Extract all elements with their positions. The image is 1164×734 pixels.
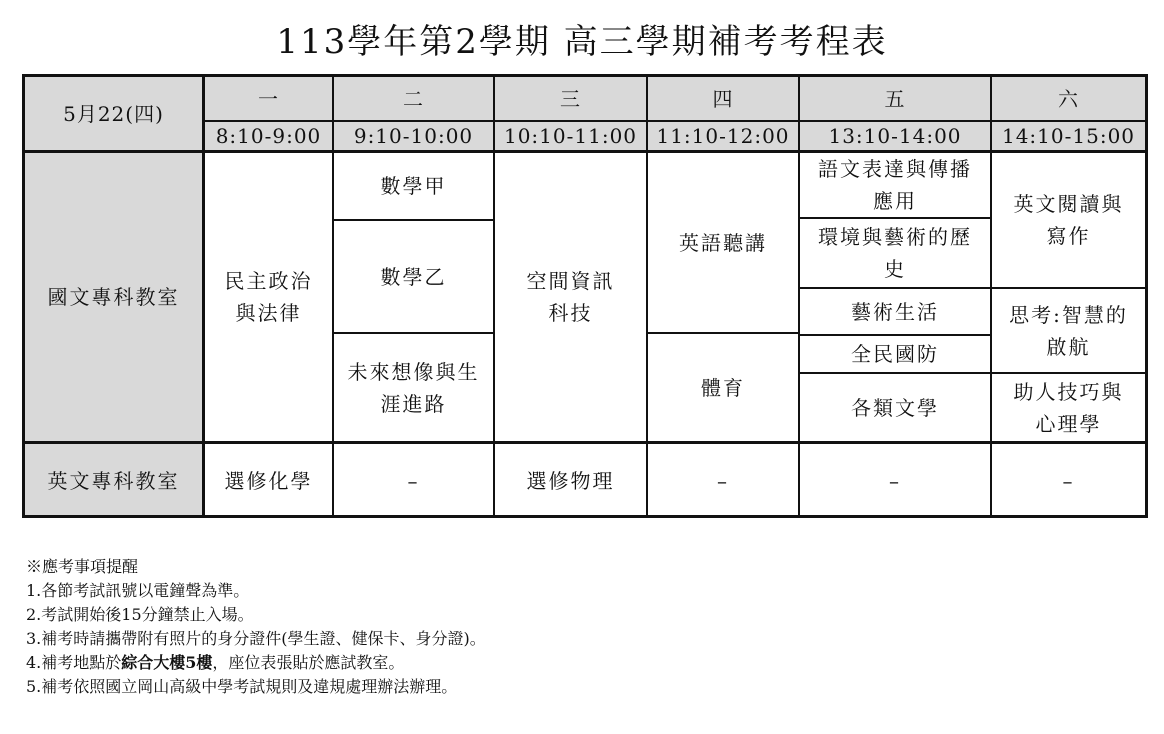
notes-heading: ※應考事項提醒 <box>26 557 139 576</box>
subject-cell: – <box>717 469 729 493</box>
period-number: 三 <box>560 86 581 111</box>
subject-cell: 數學甲 <box>380 174 447 198</box>
subject-cell: 英文閱讀與 寫作 <box>1013 192 1124 248</box>
subject-cell: 選修物理 <box>526 469 615 493</box>
subject-cell: – <box>407 469 420 493</box>
subject-cell: 全民國防 <box>851 342 939 366</box>
note-location-highlight: 綜合大樓5樓 <box>121 653 213 672</box>
date-cell: 5月22(四) <box>63 101 164 126</box>
period-time: 14:10-15:00 <box>1001 124 1136 148</box>
period-time: 9:10-10:00 <box>353 124 474 148</box>
room-chinese-classroom: 國文專科教室 <box>47 285 180 309</box>
subject-cell: 環境與藝術的歷 史 <box>818 225 972 281</box>
period-number: 五 <box>884 86 906 111</box>
note-item: 2.考試開始後15分鐘禁止入場。 <box>26 605 254 624</box>
exam-notes <box>26 555 486 699</box>
period-number: 四 <box>712 86 734 111</box>
subject-cell: 思考:智慧的 啟航 <box>1009 302 1128 359</box>
subject-cell: – <box>1062 469 1075 493</box>
period-number: 一 <box>258 86 279 111</box>
note-item: 1.各節考試訊號以電鐘聲為準。 <box>26 581 250 600</box>
subject-cell: – <box>889 469 901 493</box>
period-time: 13:10-14:00 <box>828 124 962 148</box>
period-time: 8:10-9:00 <box>215 124 322 148</box>
subject-cell: 空間資訊 科技 <box>526 269 615 325</box>
note-item: 5.補考依照國立岡山高級中學考試規則及違規處理辦法辦理。 <box>26 677 458 696</box>
subject-cell: 藝術生活 <box>851 299 939 324</box>
subject-cell: 數學乙 <box>380 264 447 289</box>
page-title: 113學年第2學期 高三學期補考考程表 <box>276 22 888 62</box>
note-item: 3.補考時請攜帶附有照片的身分證件(學生證、健保卡、身分證)。 <box>26 629 486 648</box>
period-number: 二 <box>403 86 424 111</box>
period-time: 11:10-12:00 <box>656 124 790 148</box>
subject-cell: 英語聽講 <box>679 230 767 255</box>
note-item-text: ，座位表張貼於應試教室。 <box>212 653 405 672</box>
subject-cell: 助人技巧與 心理學 <box>1013 379 1124 436</box>
note-item-text: 4.補考地點於 <box>26 653 122 672</box>
subject-cell: 語文表達與傳播 應用 <box>818 157 972 213</box>
subject-cell: 選修化學 <box>224 469 313 493</box>
subject-cell: 體育 <box>701 375 745 400</box>
period-time: 10:10-11:00 <box>503 124 638 148</box>
room-english-classroom: 英文專科教室 <box>47 469 180 493</box>
period-number: 六 <box>1058 86 1079 111</box>
subject-cell: 未來想像與生 涯進路 <box>347 359 480 416</box>
subject-cell: 各類文學 <box>851 395 939 420</box>
note-item <box>26 651 486 675</box>
exam-schedule-table <box>22 74 1148 518</box>
subject-cell: 民主政治 與法律 <box>224 269 313 325</box>
